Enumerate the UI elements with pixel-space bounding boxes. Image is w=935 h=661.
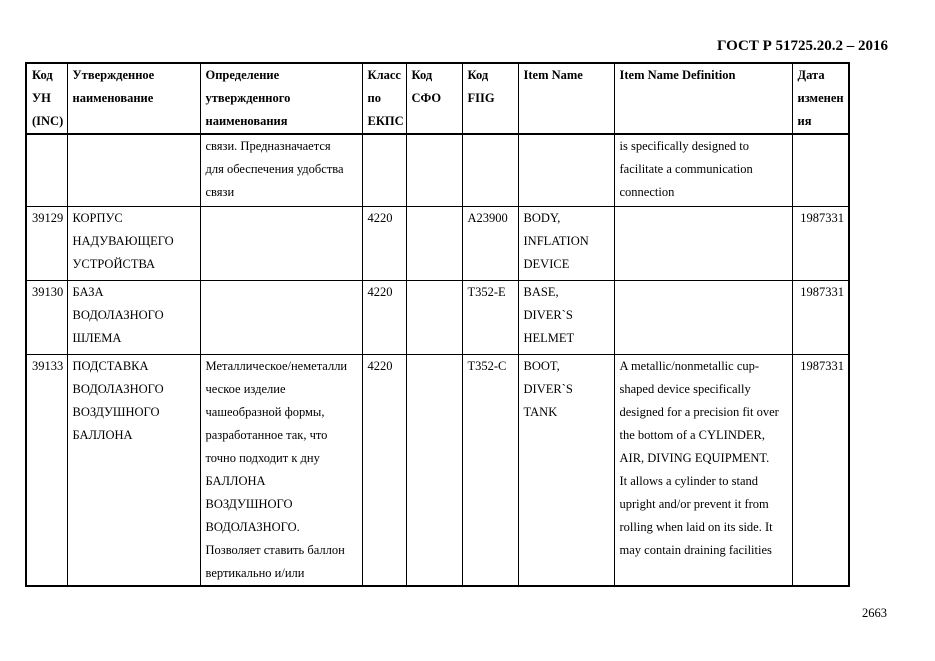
cell-item-definition (614, 206, 792, 280)
cell-item-name: BODY, INFLATION DEVICE (518, 206, 614, 280)
column-header-approved-name: Утвержденное наименование (67, 63, 200, 134)
cell-inc: 39129 (26, 206, 67, 280)
column-header-date: Дата изменен ия (792, 63, 849, 134)
cell-item-definition: is specifically designed to facilitate a communication connection (614, 134, 792, 206)
cell-class: 4220 (362, 354, 406, 586)
cell-approved-name: БАЗА ВОДОЛАЗНОГО ШЛЕМА (67, 280, 200, 354)
cell-item-name: BOOT, DIVER`S TANK (518, 354, 614, 586)
cell-inc (26, 134, 67, 206)
cell-definition: связи. Предназначается для обеспечения удобства связи (200, 134, 362, 206)
cell-approved-name (67, 134, 200, 206)
table-row (26, 280, 849, 354)
column-header-class: Класс по ЕКПС (362, 63, 406, 134)
cell-item-name (518, 134, 614, 206)
cell-date: 1987331 (792, 354, 849, 586)
cell-sfo (406, 280, 462, 354)
cell-class (362, 134, 406, 206)
column-header-definition: Определение утвержденного наименования (200, 63, 362, 134)
cell-approved-name: ПОДСТАВКА ВОДОЛАЗНОГО ВОЗДУШНОГО БАЛЛОНА (67, 354, 200, 586)
cell-fiig (462, 134, 518, 206)
table-row (26, 354, 849, 586)
cell-date (792, 134, 849, 206)
table-row (26, 134, 849, 206)
column-header-item-definition: Item Name Definition (614, 63, 792, 134)
table-row (26, 206, 849, 280)
cell-sfo (406, 134, 462, 206)
cell-date: 1987331 (792, 206, 849, 280)
cell-inc: 39130 (26, 280, 67, 354)
cell-class: 4220 (362, 206, 406, 280)
cell-item-definition: A metallic/nonmetallic cup- shaped device specifically designed for a precision fit over the bottom of a CYLINDER, AIR, DIVING EQUIPMENT. It allows a cylinder to stand upright and/or prevent it from rolling when laid on its side. It may contain draining facilities (614, 354, 792, 586)
cell-fiig: T352-C (462, 354, 518, 586)
cell-class: 4220 (362, 280, 406, 354)
cell-definition: Металлическое/неметалли ческое изделие чашеобразной формы, разработанное так, что точно подходит к дну БАЛЛОНА ВОЗДУШНОГО ВОДОЛАЗНОГО. Позволяет ставить баллон вертикально и/или (200, 354, 362, 586)
column-header-sfo: Код СФО (406, 63, 462, 134)
cell-item-name: BASE, DIVER`S HELMET (518, 280, 614, 354)
cell-sfo (406, 354, 462, 586)
standard-designation: ГОСТ Р 51725.20.2 – 2016 (716, 38, 888, 54)
table-header-row (26, 63, 849, 134)
cell-item-definition (614, 280, 792, 354)
cell-fiig: T352-E (462, 280, 518, 354)
cell-definition (200, 280, 362, 354)
cell-sfo (406, 206, 462, 280)
cell-definition (200, 206, 362, 280)
nomenclature-table (25, 62, 850, 587)
page-number: 2663 (862, 606, 887, 620)
column-header-item-name: Item Name (518, 63, 614, 134)
cell-date: 1987331 (792, 280, 849, 354)
column-header-fiig: Код FIIG (462, 63, 518, 134)
cell-fiig: A23900 (462, 206, 518, 280)
cell-inc: 39133 (26, 354, 67, 586)
cell-approved-name: КОРПУС НАДУВАЮЩЕГО УСТРОЙСТВА (67, 206, 200, 280)
column-header-inc: Код УН (INC) (26, 63, 67, 134)
